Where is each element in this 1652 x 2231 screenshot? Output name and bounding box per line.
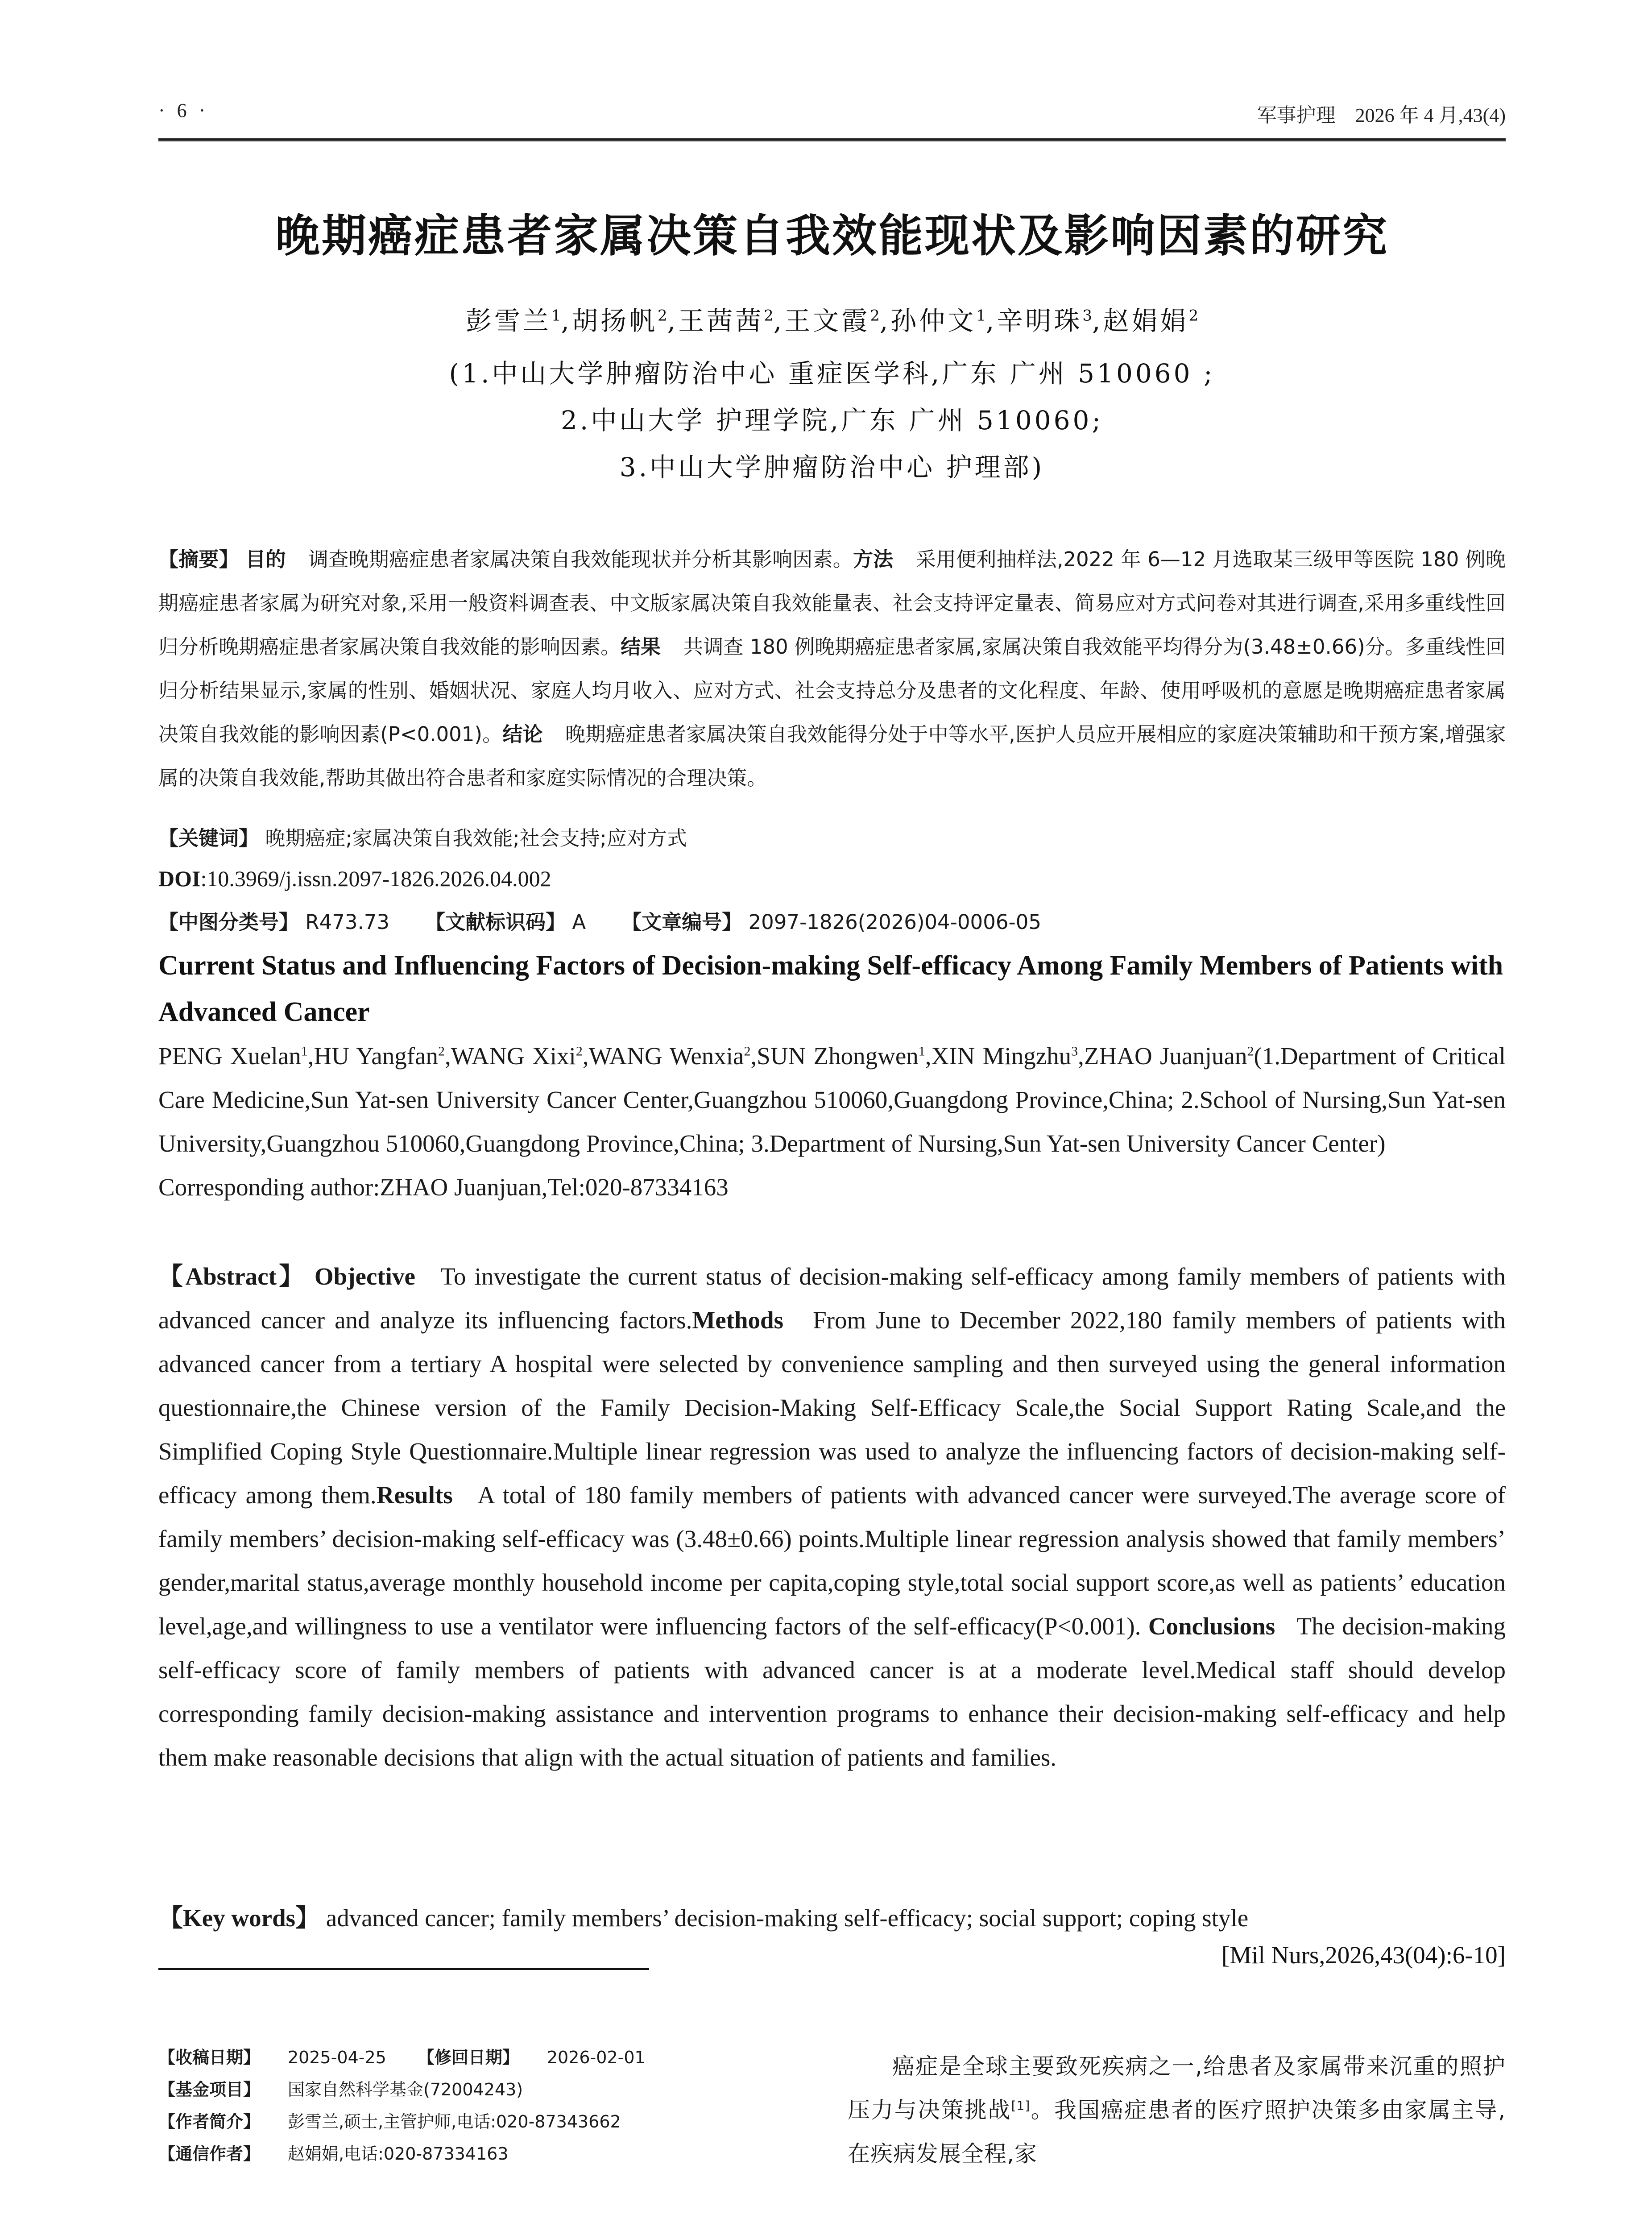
chinese-abstract [158,538,1506,800]
body-text-part: 癌症是全球主要致死疾病之一,给患者及家属带来沉重的照护压力与决策挑战 [848,2053,1506,2123]
author-bio-label: 【作者简介】 [158,2112,261,2131]
objective-label: Objective [314,1263,415,1290]
doi-value[interactable]: :10.3969/j.issn.2097-1826.2026.04.002 [200,866,551,891]
reference-link[interactable]: [1] [1011,2098,1031,2113]
english-keywords [158,1896,1506,1940]
citation: [Mil Nurs,2026,43(04):6-10] [1221,1941,1506,1969]
article-no-label: 【文章编号】 [621,910,742,934]
clc-label: 【中图分类号】 [158,910,299,934]
article-title: 晚期癌症患者家属决策自我效能现状及影响因素的研究 [275,210,1389,262]
corresponding-author: Corresponding author:ZHAO Juanjuan,Tel:020-87334163 [158,1174,729,1201]
author: XIN Mingzhu$^3$ [931,1042,1078,1070]
doi-line [158,866,1506,892]
affiliation-1: (1.中山大学肿瘤防治中心 重症医学科,广东 广州 510060 ; [449,358,1215,389]
english-affiliations: (1.Department of Critical Care Medicine,Sun Yat-sen University Cancer Center,Guangzhou 510060,Guangdong Province,China; 2.School of Nursing,Sun Yat-sen University,Guangzhou 510060,Guangdong Province,China; 3.Department of Nursing,Sun Yat-sen University Cancer Center) [158,1042,1506,1157]
footnotes [158,2041,828,2170]
abstract-label: 【摘要】 [158,547,239,571]
methods-text: 采用便利抽样法,2022 年 6—12 月选取某三级甲等医院 180 例晚期癌症患者家属为研究对象,采用一般资料调查表、中文版家属决策自我效能量表、社会支持评定量表、简易应对方式问卷对其进行调查,采用多重线性回归分析晚期癌症患者家属决策自我效能的影响因素。 [158,547,1506,659]
journal-info: 军事护理 2026 年 4 月,43(4) [1257,104,1506,126]
classification-line [158,906,1506,935]
author: 赵娟娟$^2$ [1103,306,1199,336]
footnote-author [158,2106,828,2138]
footnote-rule [158,1968,649,1970]
clc-value: R473.73 [305,910,390,934]
footnote-fund [158,2073,828,2106]
methods-label: 方法 [853,547,894,571]
footnote-corresponding [158,2138,828,2170]
received-label: 【收稿日期】 [158,2048,261,2067]
header-rule [158,138,1506,141]
author: 王茜茜$^2$ [678,306,774,336]
author: 彭雪兰$^1$ [465,306,561,336]
author-bio-value: 彭雪兰,硕士,主管护师,电话:020-87343662 [288,2112,621,2131]
author: 王文霞$^2$ [784,306,880,336]
fund-label: 【基金项目】 [158,2080,261,2099]
fund-value: 国家自然科学基金(72004243) [288,2080,523,2099]
author: HU Yangfan$^2$ [314,1042,445,1070]
revised-date: 2026-02-01 [547,2048,646,2067]
author: 孙仲文$^1$ [890,306,986,336]
conclusions-text: The decision-making self-efficacy score of family members of patients with advanced cancer is at a moderate level.Medical staff should develop corresponding family decision-making assistance and intervention programs to enhance their decision-making self-efficacy and help them make reasonable decisions that align with the actual situation of patients and families. [158,1613,1506,1771]
doc-code-value: A [572,910,586,934]
keywords-line [158,822,1506,851]
article-no-value: 2097-1826(2026)04-0006-05 [748,910,1041,934]
results-text: 共调查 180 例晚期癌症患者家属,家属决策自我效能平均得分为(3.48±0.66)分。多重线性回归分析结果显示,家属的性别、婚姻状况、家庭人均月收入、应对方式、社会支持总分及患者的文化程度、年龄、使用呼吸机的意愿是晚期癌症患者家属决策自我效能的影响因素(P<0.001)。 [158,635,1506,746]
objective-text: To investigate the current status of decision-making self-efficacy among family members of patients with advanced cancer and analyze its influencing factors. [158,1263,1506,1334]
author: PENG Xuelan$^1$ [158,1042,308,1070]
body-text [848,2044,1506,2176]
author: SUN Zhongwen$^1$ [757,1042,925,1070]
results-text: A total of 180 family members of patients with advanced cancer were surveyed.The average score of family members’ decision-making self-efficacy was (3.48±0.66) points.Multiple linear regression analysis showed that family members’ gender,marital status,average monthly household income per capita,coping style,total social support score,as well as patients’ education level,age,and willingness to use a ventilator were influencing factors of the self-efficacy(P<0.001). [158,1481,1506,1640]
english-title: Current Status and Influencing Factors of Decision-making Self-efficacy Among Family Members of Patients with Advanced Cancer [158,950,1503,1027]
received-date: 2025-04-25 [288,2048,386,2067]
author: ZHAO Juanjuan$^2$ [1084,1042,1254,1070]
footnote-dates [158,2041,828,2073]
author: WANG Wenxia$^2$ [588,1042,751,1070]
conclusions-label: Conclusions [1148,1613,1275,1640]
methods-label: Methods [692,1306,784,1334]
abstract-label: 【Abstract】 [158,1263,306,1290]
methods-text: From June to December 2022,180 family members of patients with advanced cancer from a tertiary A hospital were selected by convenience sampling and then surveyed using the general information questionnaire,the Chinese version of the Family Decision-Making Self-Efficacy Scale,the Social Support Rating Scale,and the Simplified Coping Style Questionnaire.Multiple linear regression was used to analyze the influencing factors of decision-making self-efficacy among them. [158,1306,1506,1509]
results-label: 结果 [621,635,661,659]
objective-label: 目的 [245,547,286,571]
corresponding-label: 【通信作者】 [158,2144,261,2164]
affiliation-3: 3.中山大学肿瘤防治中心 护理部) [619,452,1045,482]
conclusion-text: 晚期癌症患者家属决策自我效能得分处于中等水平,医护人员应开展相应的家庭决策辅助和干预方案,增强家属的决策自我效能,帮助其做出符合患者和家庭实际情况的合理决策。 [158,722,1506,790]
objective-text: 调查晚期癌症患者家属决策自我效能现状并分析其影响因素。 [308,547,853,571]
conclusion-label: 结论 [502,722,543,746]
english-authors-block: PENG Xuelan$^1$,HU Yangfan$^2$,WANG Xixi$^2$,WANG Wenxia$^2$,SUN Zhongwen$^1$,XIN Mingzhu$^3$,ZHAO Juanjuan$^2$(1.Department of Critical Care Medicine,Sun Yat-sen University Cancer Center,Guangzhou 510060,Guangdong Province,China; 2.School of Nursing,Sun Yat-sen University,Guangzhou 510060,Guangdong Province,China; 3.Department of Nursing,Sun Yat-sen University Cancer Center) Corresponding author:ZHAO Juanjuan,Tel:020-87334163 [158,1042,1506,1201]
keywords-label: 【关键词】 [158,826,259,850]
author: 胡扬帆$^2$ [571,306,667,336]
keywords-value: advanced cancer; family members’ decision-making self-efficacy; social support; coping style [326,1904,1249,1932]
body-text-part: 。我国癌症患者的医疗照护决策多由家属主导,在疾病发展全程,家 [848,2097,1506,2167]
page-number: · 6 · [158,100,209,121]
keywords-label: 【Key words】 [158,1904,320,1932]
doc-code-label: 【文献标识码】 [425,910,566,934]
running-header [158,99,1506,130]
author-list: 彭雪兰$^1$,胡扬帆$^2$,王茜茜$^2$,王文霞$^2$,孙仲文$^1$,辛明珠$^3$,赵娟娟$^2$ [465,306,1199,336]
author: 辛明珠$^3$ [997,306,1093,336]
affiliation-2: 2.中山大学 护理学院,广东 广州 510060; [560,405,1104,435]
corresponding-value: 赵娟娟,电话:020-87334163 [288,2144,509,2164]
author: WANG Xixi$^2$ [451,1042,583,1070]
results-label: Results [376,1481,453,1509]
english-abstract [158,1255,1506,1779]
doi-label: DOI [158,866,201,891]
keywords-value: 晚期癌症;家属决策自我效能;社会支持;应对方式 [265,826,687,850]
revised-label: 【修回日期】 [417,2048,519,2067]
